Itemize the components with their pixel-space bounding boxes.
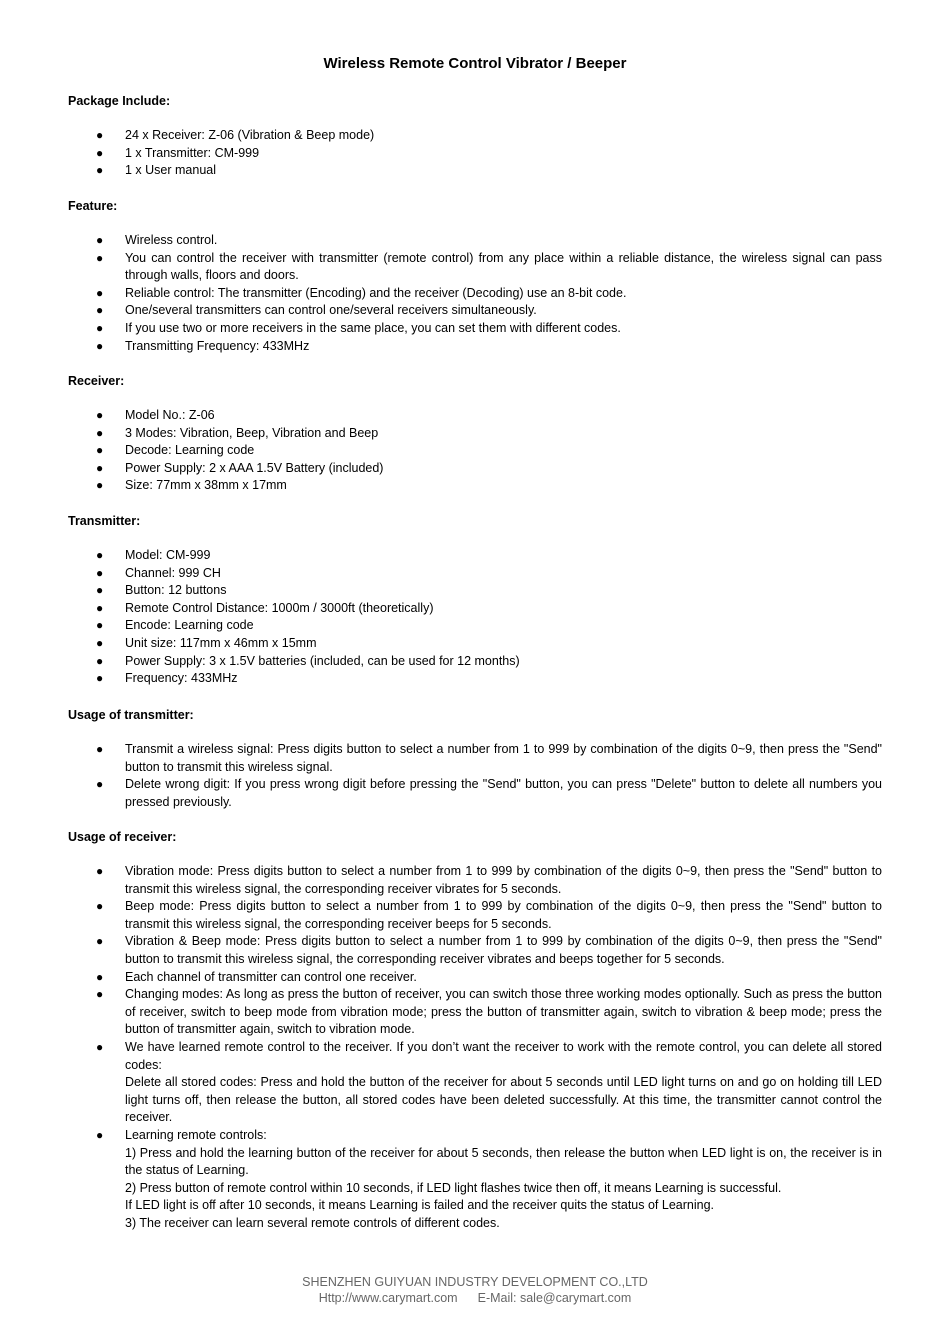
- list-item: [0, 338, 882, 356]
- bullet-icon: ●: [96, 145, 104, 160]
- list-item-text: Learning remote controls:: [125, 1127, 267, 1142]
- list-item: [0, 582, 882, 600]
- list-item-text: Wireless control.: [125, 233, 218, 247]
- section-heading: Feature:: [68, 199, 118, 213]
- bullet-icon: ●: [96, 163, 104, 178]
- list-item: [0, 442, 882, 460]
- list-item: [0, 285, 882, 303]
- list-item-text: Frequency: 433MHz: [125, 671, 238, 686]
- bullet-icon: ●: [96, 583, 104, 598]
- list-item: [0, 933, 882, 968]
- list-item: [0, 232, 882, 250]
- list-item: [0, 1039, 882, 1127]
- list-item: [0, 617, 882, 635]
- bullet-icon: ●: [96, 934, 104, 949]
- list-item: [0, 162, 882, 180]
- bullet-list: [0, 127, 950, 180]
- list-item-subtext: If LED light is off after 10 seconds, it means Learning is failed and the receiver quits the status of Learning.: [125, 1198, 714, 1213]
- list-item: [0, 250, 882, 285]
- list-item: [0, 460, 882, 478]
- section-heading: Usage of transmitter:: [68, 708, 194, 722]
- bullet-icon: ●: [96, 478, 104, 493]
- bullet-icon: ●: [96, 635, 104, 650]
- bullet-icon: ●: [96, 565, 104, 580]
- list-item: [0, 565, 882, 583]
- list-item-text: Power Supply: 2 x AAA 1.5V Battery (included): [125, 460, 384, 475]
- bullet-list: [0, 741, 950, 811]
- section-heading: Usage of receiver:: [68, 830, 177, 844]
- list-item-text: Transmit a wireless signal: Press digits button to select a number from 1 to 999 by combination of the digits 0~9, then press the "Send" button to transmit this wireless signal.: [125, 742, 882, 774]
- section-heading: Package Include:: [68, 94, 171, 108]
- bullet-icon: ●: [96, 425, 104, 440]
- bullet-icon: ●: [96, 250, 104, 265]
- bullet-icon: ●: [96, 460, 104, 475]
- list-item: [0, 653, 882, 671]
- list-item-text: 24 x Receiver: Z-06 (Vibration & Beep mode): [125, 128, 375, 142]
- list-item-text: Channel: 999 CH: [125, 565, 221, 580]
- list-item-text: Transmitting Frequency: 433MHz: [125, 338, 310, 353]
- list-item-text: Delete wrong digit: If you press wrong digit before pressing the "Send" button, you can press "Delete" button to delete all numbers you pressed previously.: [125, 777, 882, 809]
- list-item: [0, 670, 882, 688]
- list-item-text: We have learned remote control to the receiver. If you don’t want the receiver to work with the remote control, you can delete all stored codes:: [125, 1039, 882, 1072]
- bullet-icon: ●: [96, 969, 104, 984]
- bullet-icon: ●: [96, 671, 104, 686]
- document-title: Wireless Remote Control Vibrator / Beeper: [323, 55, 627, 72]
- bullet-icon: ●: [96, 864, 104, 878]
- page-footer: [0, 1274, 950, 1306]
- list-item-text: Each channel of transmitter can control one receiver.: [125, 969, 417, 984]
- bullet-icon: ●: [96, 233, 104, 247]
- list-item-text: Vibration mode: Press digits button to select a number from 1 to 999 by combination of the digits 0~9, then press the "Send" button to transmit this wireless signal, the corresponding receiver vibrates for 5 seconds.: [125, 864, 882, 896]
- list-item: [0, 477, 882, 495]
- bullet-icon: ●: [96, 1127, 104, 1142]
- bullet-list: [0, 547, 950, 688]
- list-item-text: One/several transmitters can control one/several receivers simultaneously.: [125, 303, 537, 318]
- list-item-text: Model: CM-999: [125, 548, 211, 562]
- list-item-text: 1 x Transmitter: CM-999: [125, 145, 260, 160]
- bullet-icon: ●: [96, 899, 104, 914]
- footer-email[interactable]: E-Mail: sale@carymart.com: [477, 1291, 632, 1305]
- footer-website[interactable]: Http://www.carymart.com: [318, 1291, 458, 1305]
- list-item: [0, 776, 882, 811]
- list-item: [0, 407, 882, 425]
- bullet-icon: ●: [96, 320, 104, 335]
- list-item: [0, 969, 882, 987]
- bullet-icon: ●: [96, 338, 104, 353]
- bullet-icon: ●: [96, 303, 104, 318]
- list-item: [0, 986, 882, 1039]
- list-item-text: Beep mode: Press digits button to select a number from 1 to 999 by combination of the digits 0~9, then press the "Send" button to transmit this wireless signal, the corresponding receiver beeps for 5 seconds.: [125, 899, 882, 931]
- bullet-list: [0, 407, 950, 495]
- footer-contact: [0, 1290, 950, 1306]
- list-item-text: Size: 77mm x 38mm x 17mm: [125, 478, 287, 493]
- list-item: [0, 145, 882, 163]
- list-item-text: Power Supply: 3 x 1.5V batteries (included, can be used for 12 months): [125, 653, 520, 668]
- list-item: [0, 425, 882, 443]
- list-item: [0, 741, 882, 776]
- list-item-text: Remote Control Distance: 1000m / 3000ft (theoretically): [125, 600, 434, 615]
- bullet-icon: ●: [96, 653, 104, 668]
- list-item-text: Reliable control: The transmitter (Encoding) and the receiver (Decoding) use an 8-bit code.: [125, 285, 627, 300]
- list-item-subtext: 1) Press and hold the learning button of the receiver for about 5 seconds, then release the button when LED light is on, the receiver is in the status of Learning.: [125, 1145, 882, 1178]
- bullet-list: [0, 863, 950, 1232]
- bullet-list: [0, 232, 950, 355]
- list-item-text: Button: 12 buttons: [125, 583, 227, 598]
- bullet-icon: ●: [96, 285, 104, 300]
- list-item-text: Model No.: Z-06: [125, 408, 215, 422]
- footer-company: SHENZHEN GUIYUAN INDUSTRY DEVELOPMENT CO.,LTD: [302, 1275, 648, 1289]
- list-item: [0, 863, 882, 898]
- list-item-text: Unit size: 117mm x 46mm x 15mm: [125, 635, 317, 650]
- bullet-icon: ●: [96, 548, 104, 562]
- bullet-icon: ●: [96, 987, 104, 1002]
- bullet-icon: ●: [96, 777, 104, 792]
- bullet-icon: ●: [96, 1039, 104, 1054]
- list-item-text: Vibration & Beep mode: Press digits button to select a number from 1 to 999 by combination of the digits 0~9, then press the "Send" button to transmit this wireless signal, the corresponding receiver vibrates and beeps together for 5 seconds.: [125, 934, 882, 966]
- list-item: [0, 127, 882, 145]
- section-heading: Receiver:: [68, 374, 125, 388]
- bullet-icon: ●: [96, 128, 104, 142]
- list-item-text: Encode: Learning code: [125, 618, 254, 633]
- bullet-icon: ●: [96, 618, 104, 633]
- list-item-text: If you use two or more receivers in the same place, you can set them with different codes.: [125, 320, 621, 335]
- bullet-icon: ●: [96, 742, 104, 756]
- bullet-icon: ●: [96, 600, 104, 615]
- list-item-subtext: 2) Press button of remote control within 10 seconds, if LED light flashes twice then off, it means Learning is successful.: [125, 1180, 782, 1195]
- list-item-subtext: 3) The receiver can learn several remote controls of different codes.: [125, 1215, 500, 1230]
- list-item: [0, 600, 882, 618]
- list-item-subtext: Delete all stored codes: Press and hold the button of the receiver for about 5 seconds until LED light turns on and go on holding till LED light turns off, then release the button, all stored codes have been deleted successfully. At this time, the transmitter cannot control the receiver.: [125, 1075, 882, 1125]
- list-item-text: Changing modes: As long as press the button of receiver, you can switch those three working modes optionally. Such as press the button of receiver, switch to beep mode from vibration mode; press the button of transmitter again, switch to vibration & beep mode; press the button of transmitter again, switch to vibration mode.: [125, 987, 882, 1037]
- list-item: [0, 1127, 882, 1233]
- list-item-text: 1 x User manual: [125, 163, 217, 178]
- list-item-text: You can control the receiver with transmitter (remote control) from any place within a reliable distance, the wireless signal can pass through walls, floors and doors.: [125, 250, 882, 283]
- list-item: [0, 635, 882, 653]
- list-item: [0, 320, 882, 338]
- bullet-icon: ●: [96, 408, 104, 422]
- list-item-text: Decode: Learning code: [125, 443, 255, 458]
- list-item: [0, 547, 882, 565]
- list-item: [0, 302, 882, 320]
- list-item-text: 3 Modes: Vibration, Beep, Vibration and Beep: [125, 425, 379, 440]
- bullet-icon: ●: [96, 443, 104, 458]
- section-heading: Transmitter:: [68, 514, 141, 528]
- list-item: [0, 898, 882, 933]
